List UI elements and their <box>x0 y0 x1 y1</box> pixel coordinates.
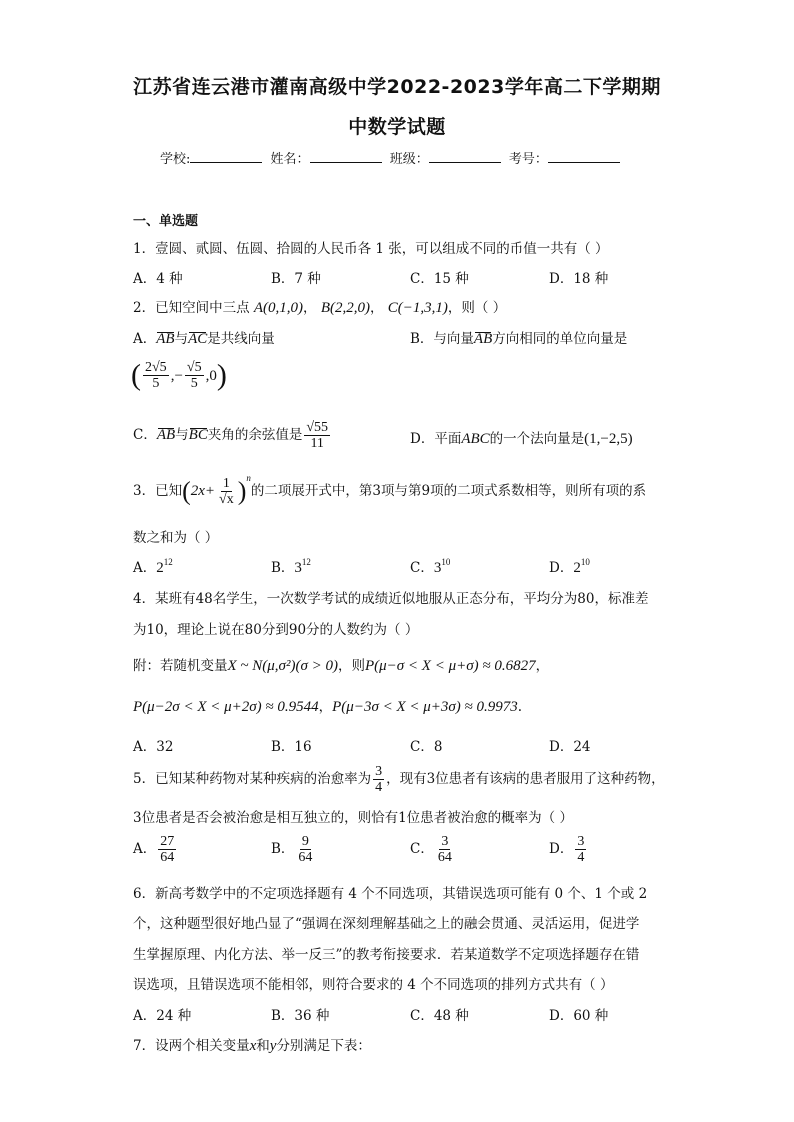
section-title: 一、单选题 <box>133 214 199 229</box>
q4-option-a: A．32 <box>133 739 174 755</box>
q1-option-b: B．7 种 <box>271 271 321 287</box>
vector-ac: AC <box>188 331 208 347</box>
class-blank <box>429 150 501 163</box>
q6-stem-line3: 生掌握原理、内化方法、举一反三”的教考衔接要求．若某道数学不定项选择题存在错 <box>133 947 640 963</box>
q5-option-c: C． $\frac{3}{64}$ <box>410 834 452 865</box>
q4-option-b: B．16 <box>271 739 312 755</box>
q3-option-d: D．$2^{10}$ <box>549 557 590 576</box>
q5-rate-frac: $\frac{3}{4}$ <box>375 764 383 795</box>
q6-option-c: C．48 种 <box>410 1008 469 1024</box>
q1-option-a: A．4 种 <box>133 271 183 287</box>
q6-stem-line1: 6．新高考数学中的不定项选择题有 4 个不同选项，其错误选项可能有 0 个、1 个或 2 <box>133 886 648 902</box>
q3-frac: $\frac{1}{√x}$ <box>219 476 234 507</box>
school-blank <box>190 150 262 163</box>
school-label: 学校: <box>160 152 191 167</box>
q4-option-d: D．24 <box>549 739 591 755</box>
q2-stem-suffix: ，则（ ） <box>447 300 507 316</box>
q2-option-a-text1: 与 <box>174 331 189 347</box>
vector-bc: BC <box>188 427 208 443</box>
q7-stem: 7．设两个相关变量x和y分别满足下表： <box>133 1038 371 1054</box>
q1-stem: 1．壹圆、贰圆、伍圆、拾圆的人民币各 1 张，可以组成不同的币值一共有（ ） <box>133 241 609 257</box>
class-label: 班级： <box>389 152 429 167</box>
vector-ab-b: AB <box>473 331 493 347</box>
q2-option-b-frac2: $\frac{√5}{5}$ <box>186 360 202 391</box>
q6-option-a: A．24 种 <box>133 1008 192 1024</box>
q5-option-b: B． $\frac{9}{64}$ <box>271 834 313 865</box>
number-label: 考号： <box>508 152 548 167</box>
q2-option-c-frac: $\frac{√55}{11}$ <box>306 420 329 451</box>
q2-stem-prefix: 2．已知空间中三点 <box>133 300 250 316</box>
q6-option-d: D．60 种 <box>549 1008 609 1024</box>
q2-option-d: D．平面ABC的一个法向量是(1,−2,5) <box>410 431 633 447</box>
q1-option-d: D．18 种 <box>549 271 609 287</box>
q1-option-c: C．15 种 <box>410 271 469 287</box>
q2-option-c-label: C． <box>133 427 157 443</box>
exam-title-line2: 中数学试题 <box>348 116 446 138</box>
q6-stem-line4: 误选项，且错误选项不能相邻，则符合要求的 4 个不同选项的排列方式共有（ ） <box>133 977 614 993</box>
q2-point-b: B(2,2,0) <box>320 300 370 316</box>
q4-stem-line1: 4．某班有48名学生，一次数学考试的成绩近似地服从正态分布，平均分为80，标准差 <box>133 591 649 607</box>
q2-option-a <box>133 327 275 348</box>
q6-option-b: B．36 种 <box>271 1008 330 1024</box>
q3-option-a: A．$2^{12}$ <box>133 557 173 576</box>
exam-title-line1: 江苏省连云港市灌南高级中学2022-2023学年高二下学期期 <box>133 76 661 98</box>
q4-option-c: C．8 <box>410 739 443 755</box>
name-label: 姓名： <box>270 152 310 167</box>
q3-option-c: C．$3^{10}$ <box>410 557 451 576</box>
q4-stem-line2: 为10，理论上说在80分到90分的人数约为（ ） <box>133 622 419 638</box>
q3-option-b: B．$3^{12}$ <box>271 557 311 576</box>
q4-note-line2: P(μ−2σ < X < μ+2σ) ≈ 0.9544，P(μ−3σ < X < μ+3σ) ≈ 0.9973. <box>133 699 523 715</box>
q2-point-a: A(0,1,0) <box>253 300 304 316</box>
q2-stem: 2．已知空间中三点 A(0,1,0)， B(2,2,0)， C(−1,3,1)，则（ ） <box>133 300 507 316</box>
q5-stem-line2: 3位患者是否会被治愈是相互独立的，则恰有1位患者被治愈的概率为（ ） <box>133 810 573 826</box>
q2-option-a-text2: 是共线向量 <box>207 331 275 347</box>
q5-option-a: A． $\frac{27}{64}$ <box>133 834 175 865</box>
q4-note-line1: 附：若随机变量X ~ N(μ,σ²)(σ > 0)，则P(μ−σ < X < μ+σ) ≈ 0.6827， <box>133 658 550 674</box>
q5-stem-line1: 5．已知某种药物对某种疾病的治愈率为 $\frac{3}{4}$ ，现有3位患者有该病的患者服用了这种药物， <box>133 764 665 795</box>
q3-stem-line1: 3．已知(2x+ $\frac{1}{√x}$ )$^n$的二项展开式中，第3项与第9项的二项式系数相等，则所有项的系 <box>133 473 647 507</box>
q2-option-b <box>410 327 627 348</box>
vector-ab-c: AB <box>156 427 176 443</box>
q2-option-b-label: B．与向量 <box>410 331 474 347</box>
q2-option-b-vector: ( $\frac{2√5}{5}$ ,− $\frac{√5}{5}$ ,0) <box>131 358 227 392</box>
q2-option-b-text: 方向相同的单位向量是 <box>492 331 628 347</box>
q5-option-d: D． $\frac{3}{4}$ <box>549 834 585 865</box>
q2-option-c: C．AB与BC夹角的余弦值是 $\frac{√55}{11}$ <box>133 420 329 451</box>
q6-stem-line2: 个，这种题型很好地凸显了“强调在深刻理解基础之上的融会贯通、灵活运用，促进学 <box>133 916 640 932</box>
q2-option-b-frac1: $\frac{2√5}{5}$ <box>145 360 167 391</box>
name-blank <box>310 150 382 163</box>
number-blank <box>548 150 620 163</box>
q2-point-c: C(−1,3,1) <box>387 300 448 316</box>
q3-stem-line2: 数之和为（ ） <box>133 530 219 546</box>
student-info-line <box>160 148 624 167</box>
q2-option-a-label: A． <box>133 331 157 347</box>
q2-normal-vector: (1,−2,5) <box>584 431 633 447</box>
vector-ab: AB <box>156 331 175 347</box>
